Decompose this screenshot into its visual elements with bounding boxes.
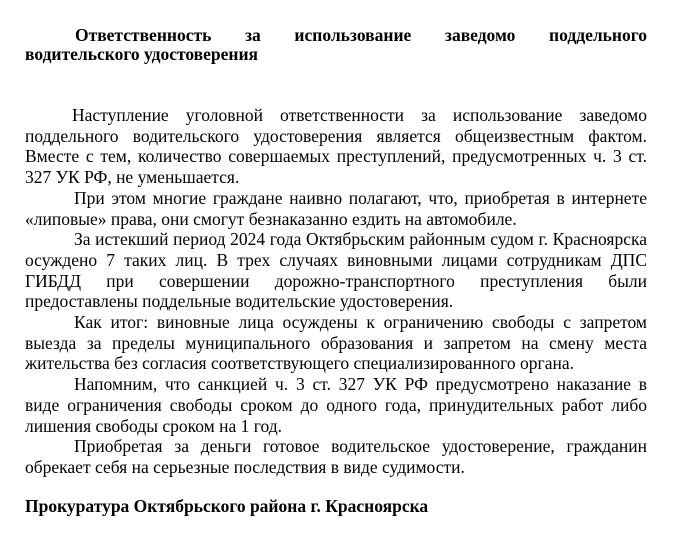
paragraph-2: При этом многие граждане наивно полагают, что, приобретая в интернете «липовые» права, они смогут безнаказанно ездить на автомобиле. [25,187,647,229]
paragraph-4: Как итог: виновные лица осуждены к ограничению свободы с запретом выезда за пределы муниципального образования и запретом на смену места жительства без согласия соответствующего специализированного органа. [25,312,647,374]
document-title: Ответственность за использование заведомо поддельного водительского удостоверения [25,25,647,64]
paragraph-6: Приобретая за деньги готовое водительское удостоверение, гражданин обрекает себя на серьезные последствия в виде судимости. [25,436,647,477]
paragraph-1: Наступление уголовной ответственности за использование заведомо поддельного водительского удостоверения является общеизвестным фактом. Вместе с тем, количество совершаемых преступлений, предусмотренных ч. 3 ст. 327 УК РФ, не уменьшается. [25,105,647,188]
signature: Прокуратура Октябрьского района г. Красноярска [25,495,429,516]
document-body [25,105,647,478]
paragraph-3: За истекший период 2024 года Октябрьским районным судом г. Красноярска осуждено 7 таких лиц. В трех случаях виновными лицами сотрудникам ДПС ГИБДД при совершении дорожно-транспортного преступления были предоставлены поддельные водительские удостоверения. [25,229,647,312]
document-page [25,26,647,516]
paragraph-5: Напомним, что санкцией ч. 3 ст. 327 УК РФ предусмотрено наказание в виде ограничения свободы сроком до одного года, принудительных работ либо лишения свободы сроком на 1 год. [25,374,647,436]
